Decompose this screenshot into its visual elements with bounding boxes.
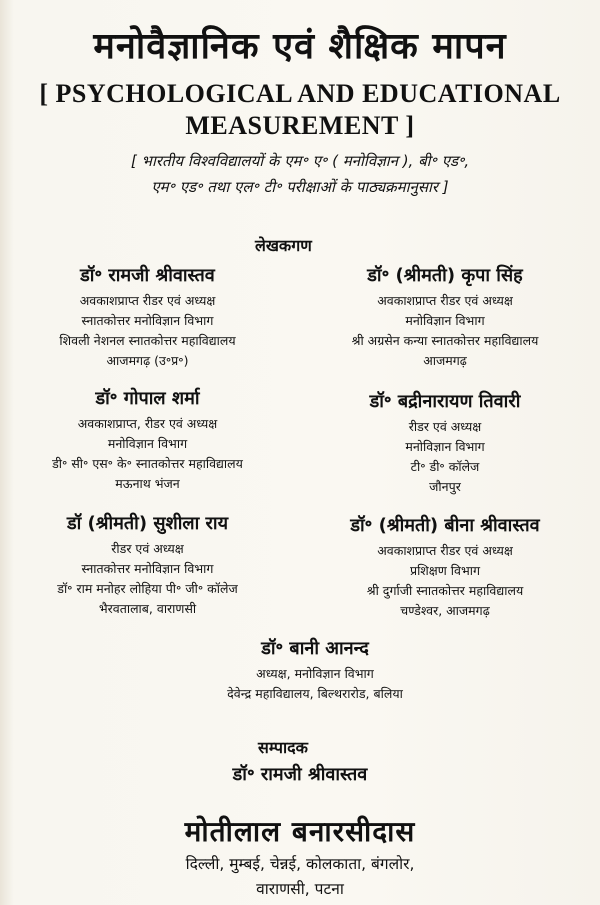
subtitle xyxy=(0,148,600,200)
author-line: भैरवतालाब, वाराणसी xyxy=(98,601,197,616)
author-line: प्रशिक्षण विभाग xyxy=(409,563,481,578)
author-name: डॉ (श्रीमती) सुशीला राय xyxy=(66,513,229,534)
author-line: आजमगढ़ xyxy=(423,353,467,368)
book-title-hindi: मनोवैज्ञानिक एवं शैक्षिक मापन xyxy=(93,26,507,67)
author-line: डॉ॰ राम मनोहर लोहिया पी॰ जी॰ कॉलेज xyxy=(57,581,238,596)
author-line: जौनपुर xyxy=(429,479,461,494)
author-line: अवकाशप्राप्त रीडर एवं अध्यक्ष xyxy=(377,293,513,308)
author-line: मनोविज्ञान विभाग xyxy=(405,313,485,328)
author-name: डॉ॰ बद्रीनारायण तिवारी xyxy=(369,391,521,412)
author-line: श्री दुर्गाजी स्नातकोत्तर महाविद्यालय xyxy=(366,583,524,598)
author-card-4 xyxy=(310,389,580,497)
subtitle-line2: एम॰ एड॰ तथा एल॰ टी॰ परीक्षाओं के पाठ्यक्रमानुसार ] xyxy=(151,178,449,196)
subtitle-line1: [ भारतीय विश्वविद्यालयों के एम॰ ए॰ ( मनोविज्ञान ), बी॰ एड॰, xyxy=(130,152,470,170)
cities-line1: दिल्ली, मुम्बई, चेन्नई, कोलकाता, बंगलोर, xyxy=(185,855,415,873)
author-line: चण्डेश्वर, आजमगढ़ xyxy=(400,603,490,618)
author-line: टी॰ डी॰ कॉलेज xyxy=(410,459,480,474)
book-title-english-line1: [ PSYCHOLOGICAL AND EDUCATIONAL xyxy=(39,79,561,108)
author-line: डी॰ सी॰ एस॰ के॰ स्नातकोत्तर महाविद्यालय xyxy=(52,456,243,471)
author-line: अध्यक्ष, मनोविज्ञान विभाग xyxy=(256,666,374,681)
authors-heading: लेखकगण xyxy=(255,236,312,255)
author-name: डॉ॰ बानी आनन्द xyxy=(261,638,369,659)
author-line: शिवली नेशनल स्नातकोत्तर महाविद्यालय xyxy=(59,333,236,348)
author-line: मनोविज्ञान विभाग xyxy=(405,439,485,454)
author-card-3 xyxy=(15,386,280,494)
author-line: देवेन्द्र महाविद्यालय, बिल्थरारोड, बलिया xyxy=(227,686,403,701)
editor-name: डॉ॰ रामजी श्रीवास्तव xyxy=(232,764,368,785)
author-line: स्नातकोत्तर मनोविज्ञान विभाग xyxy=(81,313,214,328)
cities-line2: वाराणसी, पटना xyxy=(256,880,344,898)
author-card-6 xyxy=(300,513,590,621)
author-line: मऊनाथ भंजन xyxy=(115,476,180,491)
publisher-cities xyxy=(0,852,600,902)
author-line: अवकाशप्राप्त, रीडर एवं अध्यक्ष xyxy=(77,416,218,431)
author-line: अवकाशप्राप्त रीडर एवं अध्यक्ष xyxy=(79,293,216,308)
author-card-7 xyxy=(150,636,480,704)
author-card-2 xyxy=(310,263,580,371)
author-line: अवकाशप्राप्त रीडर एवं अध्यक्ष xyxy=(377,543,513,558)
book-title-english xyxy=(0,78,600,142)
author-name: डॉ॰ गोपाल शर्मा xyxy=(95,388,200,409)
author-line: श्री अग्रसेन कन्या स्नातकोत्तर महाविद्यालय xyxy=(351,333,539,348)
author-name: डॉ॰ (श्रीमती) बीना श्रीवास्तव xyxy=(350,515,540,536)
author-line: रीडर एवं अध्यक्ष xyxy=(111,541,184,556)
author-name: डॉ॰ रामजी श्रीवास्तव xyxy=(80,265,215,286)
author-line: रीडर एवं अध्यक्ष xyxy=(408,419,482,434)
book-title-english-line2: MEASUREMENT ] xyxy=(185,111,415,140)
author-card-1 xyxy=(20,263,275,371)
author-line: स्नातकोत्तर मनोविज्ञान विभाग xyxy=(81,561,214,576)
author-card-5 xyxy=(10,511,285,619)
author-line: आजमगढ़ (उ॰प्र॰) xyxy=(106,353,189,368)
author-name: डॉ॰ (श्रीमती) कृपा सिंह xyxy=(367,265,523,286)
editor-heading: सम्पादक xyxy=(258,738,308,757)
publisher-name: मोतीलाल बनारसीदास xyxy=(184,815,416,848)
author-line: मनोविज्ञान विभाग xyxy=(107,436,188,451)
